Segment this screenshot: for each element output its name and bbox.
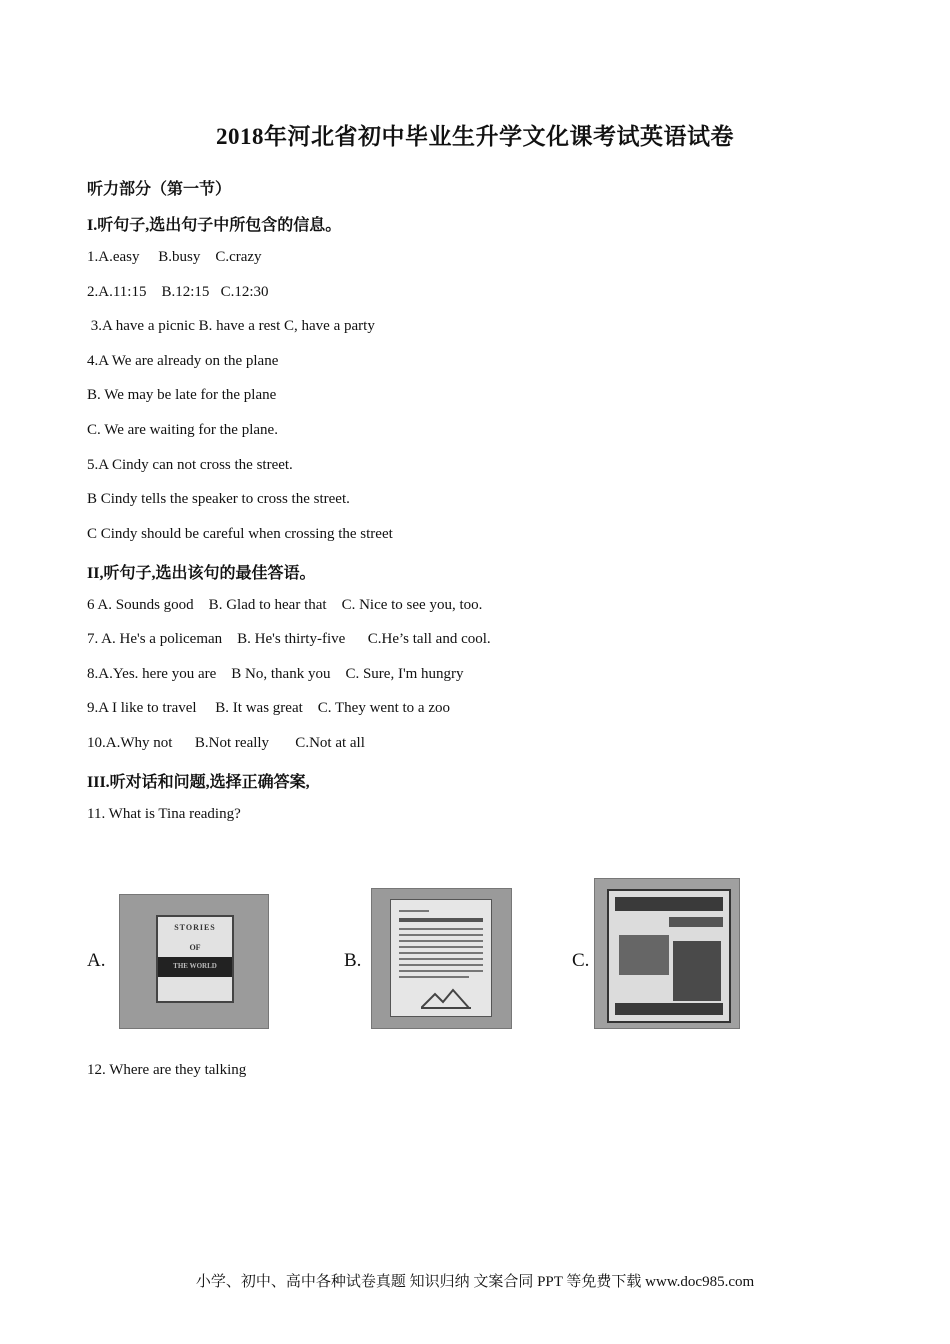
book-cover: [156, 915, 234, 1003]
page-title: 2018年河北省初中毕业生升学文化课考试英语试卷: [216, 124, 734, 149]
part3-heading: III.听对话和问题,选择正确答案,: [87, 774, 310, 791]
part1-line-7: 5.A Cindy can not cross the street.: [87, 457, 293, 473]
letter-line: [399, 964, 483, 966]
letter-line: [399, 918, 483, 922]
option-b-label: B.: [344, 950, 362, 971]
part1-line-3: 3.A have a picnic B. have a rest C, have a party: [87, 318, 375, 334]
book-title-line-2: OF: [189, 943, 201, 952]
part1-line-9: C Cindy should be careful when crossing the street: [87, 526, 393, 542]
part1-line-8: B Cindy tells the speaker to cross the street.: [87, 491, 350, 507]
part1-line-4: 4.A We are already on the plane: [87, 353, 279, 369]
option-a-book-image: [119, 894, 269, 1029]
letter-line: [399, 976, 469, 978]
question-12: 12. Where are they talking: [87, 1062, 247, 1078]
letter-line: [399, 952, 483, 954]
magazine-masthead: [615, 897, 723, 911]
letter-line: [399, 910, 429, 912]
part1-line-5: B. We may be late for the plane: [87, 387, 277, 403]
part2-heading: II,听句子,选出该句的最佳答语。: [87, 565, 316, 582]
part2-line-10: 10.A.Why not B.Not really C.Not at all: [87, 735, 365, 751]
mountain-sketch-icon: [421, 988, 471, 1010]
page-footer: 小学、初中、高中各种试卷真题 知识归纳 文案合同 PPT 等免费下载 www.doc985.com: [195, 1274, 755, 1290]
part2-line-8: 8.A.Yes. here you are B No, thank you C. Sure, I'm hungry: [87, 666, 464, 682]
letter-line: [399, 946, 483, 948]
magazine-cover: [607, 889, 731, 1023]
letter-line: [399, 958, 483, 960]
part1-line-1: 1.A.easy B.busy C.crazy: [87, 249, 262, 265]
part2-line-7: 7. A. He's a policeman B. He's thirty-five C.He’s tall and cool.: [87, 631, 491, 647]
magazine-picture: [619, 935, 669, 975]
letter-paper: [390, 899, 492, 1017]
option-c-magazine-image: [594, 878, 740, 1029]
letter-line: [399, 934, 483, 936]
book-band: [158, 957, 232, 977]
option-c-label: C.: [572, 950, 590, 971]
part1-line-6: C. We are waiting for the plane.: [87, 422, 278, 438]
option-a-label: A.: [87, 950, 106, 971]
magazine-picture-right: [673, 941, 721, 1001]
part1-heading: I.听句子,选出句子中所包含的信息。: [87, 217, 342, 234]
book-title-line-1: STORIES: [174, 923, 216, 932]
part2-line-9: 9.A I like to travel B. It was great C. They went to a zoo: [87, 700, 450, 716]
letter-line: [399, 940, 483, 942]
magazine-footer-band: [615, 1003, 723, 1015]
option-b-letter-image: [371, 888, 512, 1029]
section-heading: 听力部分（第一节）: [87, 181, 232, 198]
question-11: 11. What is Tina reading?: [87, 806, 241, 822]
letter-line: [399, 970, 483, 972]
magazine-headline: [669, 917, 723, 927]
part1-line-2: 2.A.11:15 B.12:15 C.12:30: [87, 284, 269, 300]
book-title-line-3: THE WORLD: [173, 962, 217, 970]
part2-line-6: 6 A. Sounds good B. Glad to hear that C. Nice to see you, too.: [87, 597, 483, 613]
letter-line: [399, 928, 483, 930]
